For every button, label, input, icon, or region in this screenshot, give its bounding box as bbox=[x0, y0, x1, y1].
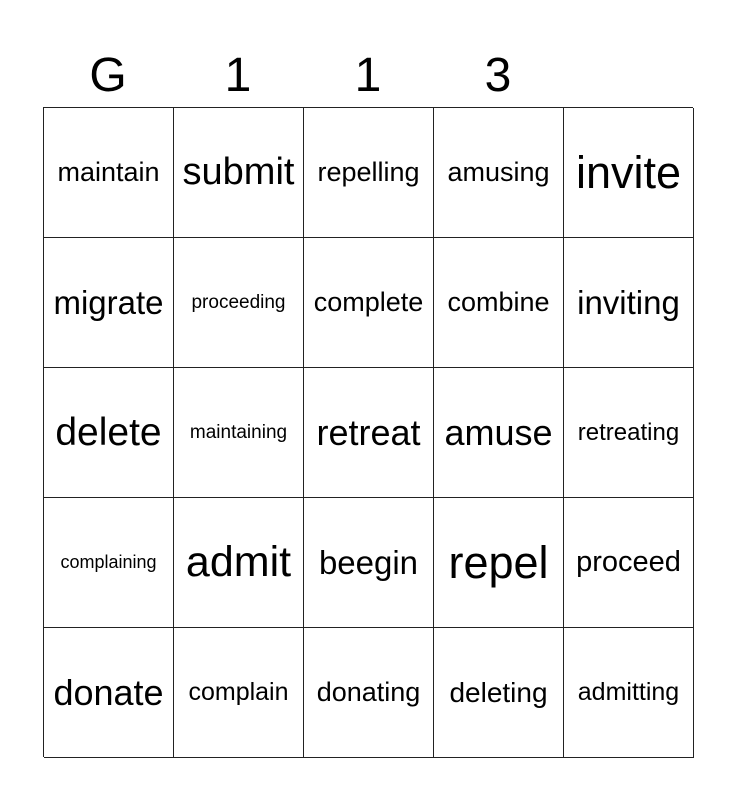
bingo-cell[interactable]: invite bbox=[564, 108, 694, 238]
bingo-cell[interactable]: admit bbox=[174, 498, 304, 628]
bingo-cell[interactable]: retreating bbox=[564, 368, 694, 498]
bingo-cell[interactable]: migrate bbox=[44, 238, 174, 368]
bingo-cell[interactable]: proceeding bbox=[174, 238, 304, 368]
header-letter: 1 bbox=[224, 49, 252, 102]
bingo-cell[interactable]: repel bbox=[434, 498, 564, 628]
bingo-cell[interactable]: submit bbox=[174, 108, 304, 238]
bingo-cell[interactable]: maintain bbox=[44, 108, 174, 238]
bingo-cell[interactable]: amusing bbox=[434, 108, 564, 238]
bingo-cell[interactable]: inviting bbox=[564, 238, 694, 368]
header-letter: 3 bbox=[484, 49, 512, 102]
bingo-cell[interactable]: complaining bbox=[44, 498, 174, 628]
bingo-header bbox=[43, 46, 693, 106]
bingo-cell[interactable]: deleting bbox=[434, 628, 564, 758]
bingo-grid bbox=[43, 107, 693, 757]
header-letter: 1 bbox=[354, 49, 382, 102]
bingo-cell[interactable]: delete bbox=[44, 368, 174, 498]
bingo-cell[interactable]: donate bbox=[44, 628, 174, 758]
bingo-cell[interactable]: admitting bbox=[564, 628, 694, 758]
bingo-cell[interactable]: complete bbox=[304, 238, 434, 368]
bingo-cell[interactable]: repelling bbox=[304, 108, 434, 238]
header-letter bbox=[563, 46, 693, 106]
bingo-cell[interactable]: amuse bbox=[434, 368, 564, 498]
bingo-cell[interactable]: retreat bbox=[304, 368, 434, 498]
bingo-cell[interactable]: donating bbox=[304, 628, 434, 758]
bingo-cell[interactable]: beegin bbox=[304, 498, 434, 628]
bingo-cell[interactable]: maintaining bbox=[174, 368, 304, 498]
bingo-cell[interactable]: proceed bbox=[564, 498, 694, 628]
header-letter: G bbox=[89, 49, 127, 102]
bingo-cell[interactable]: combine bbox=[434, 238, 564, 368]
bingo-cell[interactable]: complain bbox=[174, 628, 304, 758]
